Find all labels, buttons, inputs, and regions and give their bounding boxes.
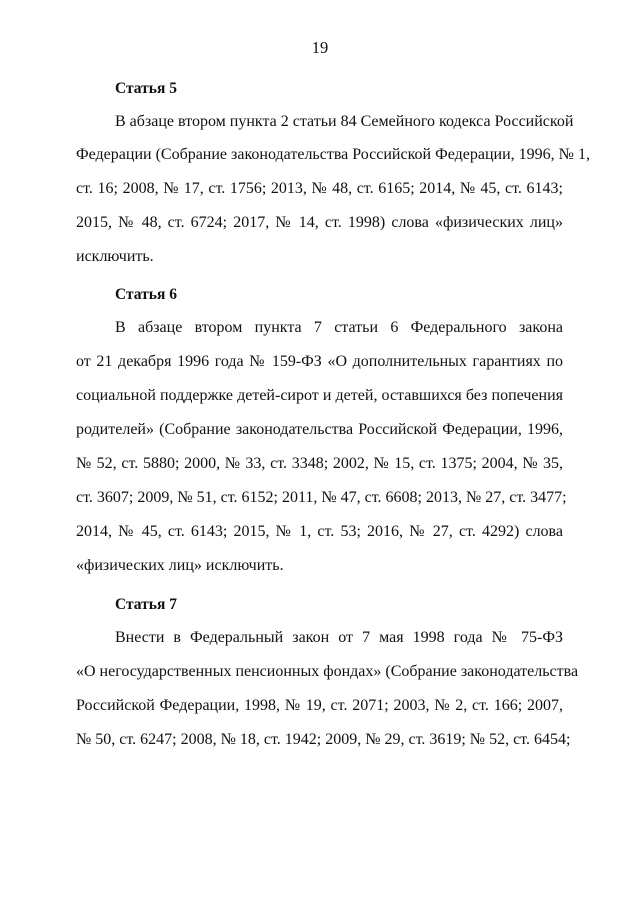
article-5-line: В абзаце втором пункта 2 статьи 84 Семейного кодекса Российской xyxy=(115,113,574,130)
article-6-line: от 21 декабря 1996 года № 159-ФЗ «О дополнительных гарантиях по xyxy=(76,353,563,370)
article-7-line: Внести в Федеральный закон от 7 мая 1998 года № 75-ФЗ xyxy=(115,629,563,646)
article-7-line: № 50, ст. 6247; 2008, № 18, ст. 1942; 2009, № 29, ст. 3619; № 52, ст. 6454; xyxy=(76,731,571,748)
article-5-line: исключить. xyxy=(76,248,154,265)
article-6-line: «физических лиц» исключить. xyxy=(76,557,284,574)
article-5-heading: Статья 5 xyxy=(115,80,177,97)
article-5-line: Федерации (Собрание законодательства Российской Федерации, 1996, № 1, xyxy=(76,146,590,163)
article-5-line: ст. 16; 2008, № 17, ст. 1756; 2013, № 48, ст. 6165; 2014, № 45, ст. 6143; xyxy=(76,180,563,197)
article-6-line: В абзаце втором пункта 7 статьи 6 Федерального закона xyxy=(115,319,563,336)
article-7-heading: Статья 7 xyxy=(115,596,177,613)
article-6-line: № 52, ст. 5880; 2000, № 33, ст. 3348; 2002, № 15, ст. 1375; 2004, № 35, xyxy=(76,455,563,472)
article-5-line: 2015, № 48, ст. 6724; 2017, № 14, ст. 1998) слова «физических лиц» xyxy=(76,214,563,231)
article-6-line: родителей» (Собрание законодательства Российской Федерации, 1996, xyxy=(76,421,563,438)
article-7-line: Российской Федерации, 1998, № 19, ст. 2071; 2003, № 2, ст. 166; 2007, xyxy=(76,697,563,714)
article-6-line: 2014, № 45, ст. 6143; 2015, № 1, ст. 53; 2016, № 27, ст. 4292) слова xyxy=(76,523,563,540)
article-6-heading: Статья 6 xyxy=(115,286,177,303)
article-7-line: «О негосударственных пенсионных фондах» (Собрание законодательства xyxy=(76,663,579,680)
article-6-line: социальной поддержке детей-сирот и детей, оставшихся без попечения xyxy=(76,387,563,404)
article-6-line: ст. 3607; 2009, № 51, ст. 6152; 2011, № 47, ст. 6608; 2013, № 27, ст. 3477; xyxy=(76,489,567,506)
page-number: 19 xyxy=(311,38,329,57)
